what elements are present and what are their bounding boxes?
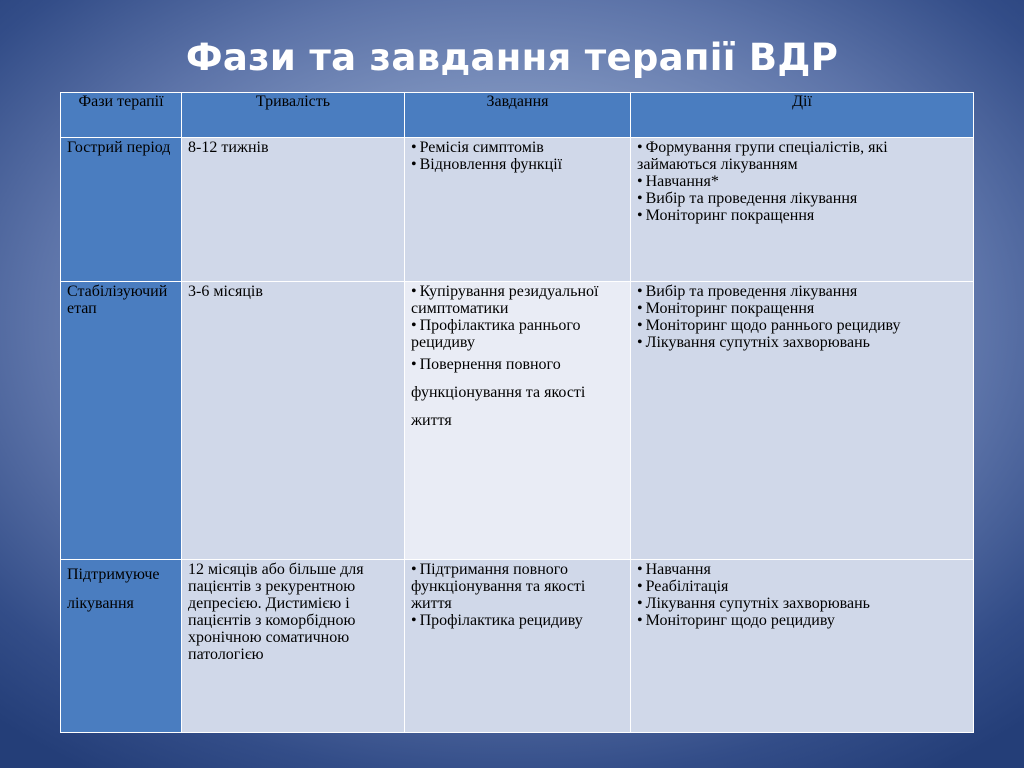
table-row — [61, 560, 974, 733]
action-item: • Вибір та проведення лікування — [637, 283, 858, 300]
table-row — [61, 282, 974, 560]
task-item: • Профілактика раннього рецидиву — [411, 317, 581, 351]
phase-cell: Стабілізуючий етап — [61, 282, 182, 560]
phase-cell: Підтримуюче лікування — [61, 560, 182, 733]
table-header-row — [61, 93, 974, 138]
task-item: • Відновлення функції — [411, 156, 563, 173]
duration-cell: 12 місяців або більше для пацієнтів з рекурентною депресією. Дистимією і пацієнтів з коморбідною хронічною соматичною патологією — [182, 560, 405, 733]
task-item: • Повернення повного функціонування та якості життя — [411, 356, 586, 429]
action-item: • Вибір та проведення лікування — [637, 190, 858, 207]
action-item: • Моніторинг покращення — [637, 300, 815, 317]
action-item: • Навчання — [637, 561, 711, 578]
header-phase: Фази терапії — [61, 93, 182, 138]
duration-cell: 8-12 тижнів — [182, 138, 405, 282]
tasks-cell — [405, 560, 631, 733]
table-row — [61, 138, 974, 282]
action-item: • Реабілітація — [637, 578, 729, 595]
action-item: • Формування групи спеціалістів, які займаються лікуванням — [637, 139, 888, 173]
phase-cell: Гострий період — [61, 138, 182, 282]
duration-cell: 3-6 місяців — [182, 282, 405, 560]
header-tasks: Завдання — [405, 93, 631, 138]
action-item: • Лікування супутніх захворювань — [637, 334, 870, 351]
task-item: • Підтримання повного функціонування та якості життя — [411, 561, 586, 612]
slide-title: Фази та завдання терапії ВДР — [185, 36, 839, 79]
action-item: • Моніторинг покращення — [637, 207, 815, 224]
task-item: • Профілактика рецидиву — [411, 612, 583, 629]
action-item: • Лікування супутніх захворювань — [637, 595, 870, 612]
task-item: • Купірування резидуальної симптоматики — [411, 283, 599, 317]
therapy-phases-table — [60, 92, 974, 733]
actions-cell — [631, 560, 974, 733]
action-item: • Навчання* — [637, 173, 719, 190]
header-actions: Дії — [631, 93, 974, 138]
header-duration: Тривалість — [182, 93, 405, 138]
task-item: • Ремісія симптомів — [411, 139, 544, 156]
tasks-cell — [405, 138, 631, 282]
actions-cell — [631, 282, 974, 560]
action-item: • Моніторинг щодо рецидиву — [637, 612, 835, 629]
actions-cell — [631, 138, 974, 282]
action-item: • Моніторинг щодо раннього рецидиву — [637, 317, 901, 334]
tasks-cell — [405, 282, 631, 560]
